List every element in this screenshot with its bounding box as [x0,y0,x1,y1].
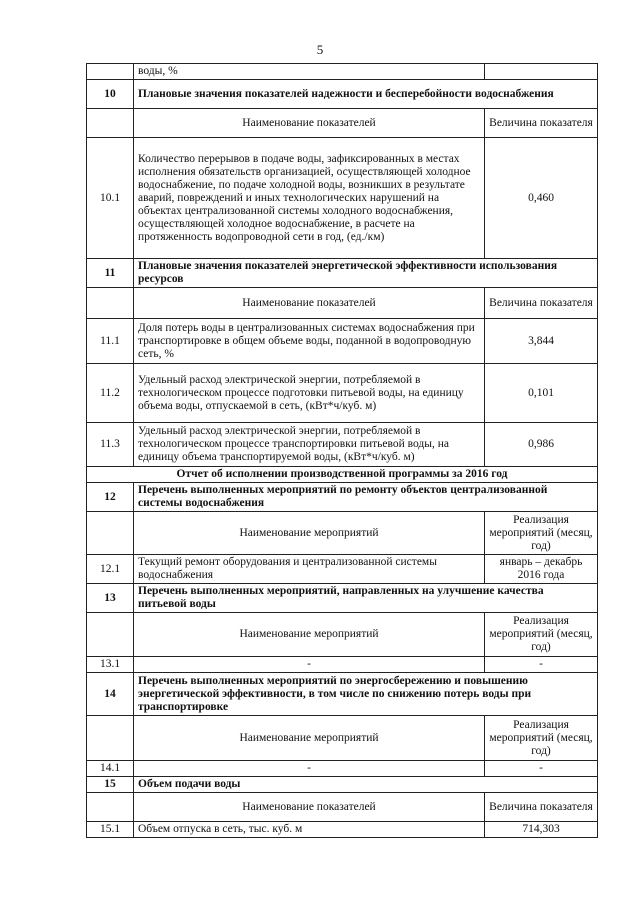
table-row [87,138,598,259]
section-row-13 [87,584,598,613]
table-row [87,64,598,80]
row-value: 714,303 [485,822,598,838]
row-number: 13.1 [87,657,134,673]
row-value: 0,986 [485,423,598,467]
report-heading-row [87,467,598,483]
section-row-15 [87,777,598,793]
blank-cell [87,793,134,822]
column-header-name: Наименование показателей [134,288,485,319]
table-row [87,822,598,838]
row-value: 0,101 [485,364,598,423]
blank-cell [87,109,134,138]
section-number: 13 [87,584,134,613]
header-row [87,793,598,822]
column-header-name: Наименование мероприятий [134,613,485,657]
row-text: Количество перерывов в подаче воды, зафиксированных в местах исполнения обязательств организацией, осуществляющей холодное водоснабжение, по подаче холодной воды, возникших в результате аварий, повреждений и иных технологических нарушений на объектах централизованной системы холодного водоснабжения, осуществляющей холодное водоснабжение, в расчете на протяженность водопроводной сети в год, (ед./км) [134,138,485,259]
row-text: - [134,761,485,777]
table-row [87,761,598,777]
table-row [87,657,598,673]
section-row-14 [87,673,598,716]
header-row [87,613,598,657]
row-value: - [485,657,598,673]
blank-cell [87,716,134,761]
section-number: 10 [87,80,134,109]
table-row [87,555,598,584]
report-heading: Отчет об исполнении производственной программы за 2016 год [87,467,598,483]
header-row [87,512,598,555]
column-header-value: Реализация мероприятий (месяц, год) [485,613,598,657]
column-header-name: Наименование показателей [134,793,485,822]
row-text: Удельный расход электрической энергии, потребляемой в технологическом процессе транспортировки питьевой воды, на единицу объема транспортируемой воды, (кВт*ч/куб. м) [134,423,485,467]
table-row [87,319,598,364]
section-row-12 [87,483,598,512]
header-row [87,288,598,319]
header-row [87,109,598,138]
column-header-name: Наименование мероприятий [134,716,485,761]
section-title: Плановые значения показателей энергетической эффективности использования ресурсов [134,259,598,288]
page-number: 5 [316,42,324,57]
section-title: Перечень выполненных мероприятий по энергосбережению и повышению энергетической эффективности, в том числе по снижению потерь воды при транспортировке [134,673,598,716]
row-number: 11.1 [87,319,134,364]
header-row [87,716,598,761]
section-title: Объем подачи воды [134,777,598,793]
table-row [87,423,598,467]
row-text: Доля потерь воды в централизованных системах водоснабжения при транспортировке в общем объеме воды, поданной в водопроводную сеть, % [134,319,485,364]
row-number: 15.1 [87,822,134,838]
row-text: воды, % [134,64,485,80]
blank-cell [87,613,134,657]
row-text: Объем отпуска в сеть, тыс. куб. м [134,822,485,838]
section-title: Перечень выполненных мероприятий, направленных на улучшение качества питьевой воды [134,584,598,613]
row-number: 11.2 [87,364,134,423]
row-value [485,64,598,80]
section-row-10 [87,80,598,109]
column-header-value: Величина показателя [485,793,598,822]
section-number: 11 [87,259,134,288]
column-header-value: Реализация мероприятий (месяц, год) [485,716,598,761]
section-row-11 [87,259,598,288]
row-number: 14.1 [87,761,134,777]
section-number: 15 [87,777,134,793]
column-header-value: Величина показателя [485,288,598,319]
table-row [87,364,598,423]
row-number: 11.3 [87,423,134,467]
section-number: 14 [87,673,134,716]
row-text: - [134,657,485,673]
section-title: Плановые значения показателей надежности и бесперебойности водоснабжения [134,80,598,109]
row-number: 12.1 [87,555,134,584]
column-header-value: Величина показателя [485,109,598,138]
row-number [87,64,134,80]
program-table [86,63,598,838]
section-title: Перечень выполненных мероприятий по ремонту объектов централизованной системы водоснабжения [134,483,598,512]
section-number: 12 [87,483,134,512]
row-value: 0,460 [485,138,598,259]
row-value: - [485,761,598,777]
row-number: 10.1 [87,138,134,259]
row-text: Удельный расход электрической энергии, потребляемой в технологическом процессе подготовки питьевой воды, на единицу объема воды, отпускаемой в сеть, (кВт*ч/куб. м) [134,364,485,423]
blank-cell [87,512,134,555]
column-header-value: Реализация мероприятий (месяц, год) [485,512,598,555]
column-header-name: Наименование мероприятий [134,512,485,555]
row-value: 3,844 [485,319,598,364]
row-value: январь – декабрь 2016 года [485,555,598,584]
row-text: Текущий ремонт оборудования и централизованной системы водоснабжения [134,555,485,584]
blank-cell [87,288,134,319]
column-header-name: Наименование показателей [134,109,485,138]
